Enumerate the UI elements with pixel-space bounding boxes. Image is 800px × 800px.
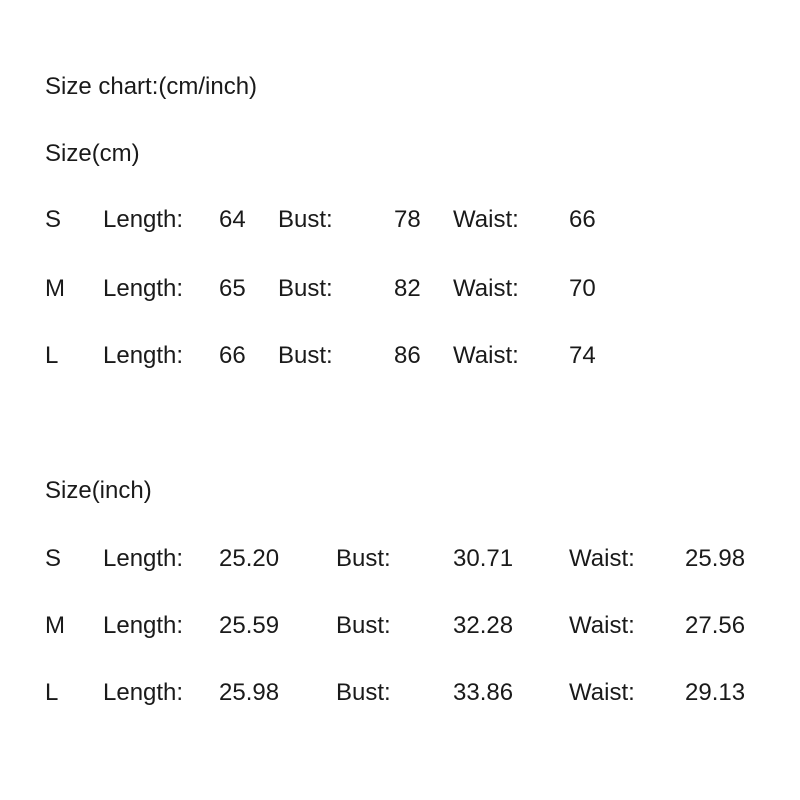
length-value: 66: [219, 342, 246, 369]
length-label: Length:: [103, 545, 184, 572]
size-label: S: [45, 206, 62, 233]
waist-label: Waist:: [453, 206, 519, 233]
cm-section-heading: Size(cm): [45, 140, 140, 167]
length-label: Length:: [103, 679, 184, 706]
size-chart-title: Size chart:(cm/inch): [45, 73, 258, 100]
bust-label: Bust:: [336, 545, 391, 572]
waist-value: 74: [569, 342, 596, 369]
size-label: M: [45, 612, 65, 639]
length-label: Length:: [103, 612, 184, 639]
length-label: Length:: [103, 275, 184, 302]
waist-label: Waist:: [569, 612, 635, 639]
length-label: Length:: [103, 206, 184, 233]
waist-value: 27.56: [685, 612, 746, 639]
bust-value: 82: [394, 275, 421, 302]
bust-label: Bust:: [336, 679, 391, 706]
size-label: S: [45, 545, 62, 572]
length-label: Length:: [103, 342, 184, 369]
bust-label: Bust:: [278, 206, 333, 233]
length-value: 65: [219, 275, 246, 302]
length-value: 25.20: [219, 545, 280, 572]
bust-value: 32.28: [453, 612, 514, 639]
waist-label: Waist:: [453, 342, 519, 369]
length-value: 25.59: [219, 612, 280, 639]
size-label: M: [45, 275, 65, 302]
waist-value: 66: [569, 206, 596, 233]
waist-label: Waist:: [569, 679, 635, 706]
waist-value: 29.13: [685, 679, 746, 706]
waist-value: 25.98: [685, 545, 746, 572]
bust-value: 33.86: [453, 679, 514, 706]
size-label: L: [45, 342, 59, 369]
waist-label: Waist:: [453, 275, 519, 302]
waist-value: 70: [569, 275, 596, 302]
inch-section-heading: Size(inch): [45, 477, 152, 504]
bust-value: 86: [394, 342, 421, 369]
bust-label: Bust:: [278, 342, 333, 369]
waist-label: Waist:: [569, 545, 635, 572]
bust-value: 78: [394, 206, 421, 233]
length-value: 64: [219, 206, 246, 233]
length-value: 25.98: [219, 679, 280, 706]
bust-value: 30.71: [453, 545, 514, 572]
size-label: L: [45, 679, 59, 706]
bust-label: Bust:: [278, 275, 333, 302]
bust-label: Bust:: [336, 612, 391, 639]
